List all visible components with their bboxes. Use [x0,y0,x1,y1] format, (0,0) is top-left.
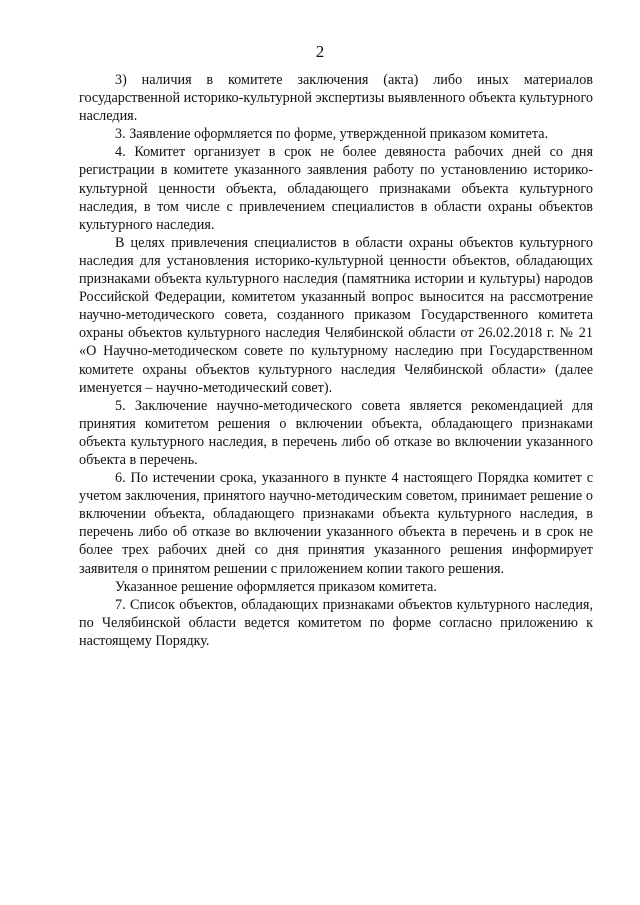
paragraph-decision-order: Указанное решение оформляется приказом комитета. [115,578,437,595]
paragraph-clause-3: 3. Заявление оформляется по форме, утвержденной приказом комитета. [115,126,549,143]
paragraph-clause-7: 7. Список объектов, обладающих признаками объектов культурного наследия, по Челябинской области ведется комитетом по форме согласно приложению к настоящему Порядку. [79,596,593,649]
paragraph-item-3: 3) наличия в комитете заключения (акта) либо иных материалов государственной историко-культурной экспертизы выявленного объекта культурного наследия. [79,72,593,125]
document-body [79,71,593,650]
page-number: 2 [315,42,325,61]
paragraph-clause-6: 6. По истечении срока, указанного в пункте 4 настоящего Порядка комитет с учетом заключения, принятого научно-методическим советом, принимает решение о включении объекта, обладающего признаками объекта культурного наследия, в перечень либо об отказе во включении указанного объекта в перечень и в срок не более трех рабочих дней со дня принятия указанного решения информирует заявителя о принятом решении с приложением копии такого решения. [79,470,593,577]
paragraph-clause-4: 4. Комитет организует в срок не более девяноста рабочих дней со дня регистрации в комитете указанного заявления работу по установлению историко-культурной ценности объекта, обладающего признаками объекта культурного наследия, в том числе с привлечением специалистов в области охраны объектов культурного наследия. [79,144,593,233]
paragraph-specialists: В целях привлечения специалистов в области охраны объектов культурного наследия для установления историко-культурной ценности объектов, обладающих признаками объекта культурного наследия (памятника истории и культуры) народов Российской Федерации, комитетом указанный вопрос выносится на рассмотрение научно-методического совета, созданного приказом Государственного комитета охраны объектов культурного наследия Челябинской области от 26.02.2018 г. № 21 «О Научно-методическом совете по культурному наследию при Государственном комитете охраны объектов культурного наследия Челябинской области» (далее именуется – научно-методический совет). [79,234,593,396]
paragraph-clause-5: 5. Заключение научно-методического совета является рекомендацией для принятия комитетом решения о включении объекта, обладающего признаками объекта культурного наследия, в перечень либо об отказе во включении указанного объекта в перечень. [79,397,593,468]
